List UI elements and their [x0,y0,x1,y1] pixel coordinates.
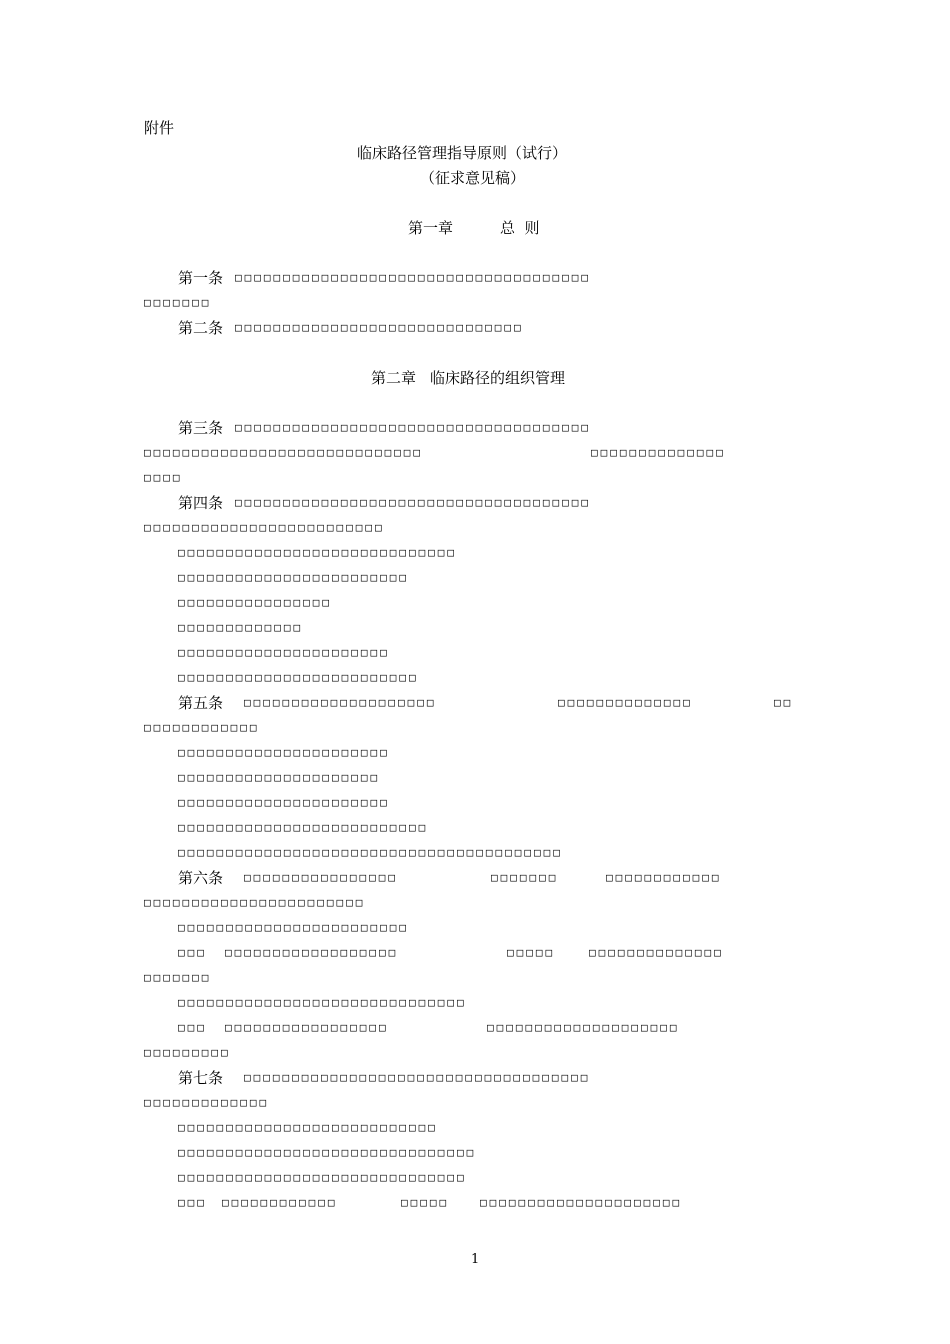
article-5-label: 第五条 [178,694,224,712]
text-line: □□□□□□□□□□□□□□□□□□□□□□□□□□□□□□ [235,321,524,334]
text-line: □□□□□□□□□□□□□□□□□□□□□□ [178,746,390,759]
article-7-label: 第七条 [178,1069,224,1087]
text-line: □□□□□□□□□□□□ [222,1196,338,1209]
text-line: □□□□□□□□□□□□□□□□□□□□□□ [178,646,390,659]
text-line: □□□□□□□□□□□□□ [178,621,304,634]
text-line: □□□□ [144,471,183,484]
text-line: □□□□□□□□□□□□□□□□□□□□□□□□□□□□□□□□□□□□□ [235,496,592,509]
page-subtitle: （征求意见稿） [420,169,526,187]
text-line: □□ [774,696,794,709]
text-line: □□□□□□□□□□□□□□□□□□□□□□□□□□□□□□ [178,996,467,1009]
text-line: □□□□□□□□□□□□ [144,721,260,734]
text-line: □□□□□□□ [144,971,212,984]
text-line: □□□ [178,1196,207,1209]
page-title: 临床路径管理指导原则（试行） [357,144,568,162]
text-line: □□□□□ [401,1196,450,1209]
text-line: □□□□□□□□□□□□□□□□□□□□□□□□□ [144,521,385,534]
text-line: □□□□□□□□□□□□□□□□□□□□□□□□ [178,571,409,584]
text-line: □□□□□□□□□□□□□□□□ [244,871,398,884]
text-line: □□□□□□□□□□□□□□□□□□□□□□□□□□□□□□□ [178,1146,477,1159]
text-line: □□□□□□□□□□□□□□□□□□□□□□□□□□□□□□□□□□□□□ [235,271,592,284]
text-line: □□□□□□□□□□□□□□□□□ [225,1021,389,1034]
chapter-2-label: 第二章 [371,369,417,387]
text-line: □□□□□□□□□□□□□□□□□□□□□□□□□□□□□ [144,446,424,459]
text-line: □□□□□□□□□□□□□□□□□□□□□□□□□□ [178,821,429,834]
text-line: □□□□□ [507,946,556,959]
article-2-label: 第二条 [178,319,224,337]
article-4-label: 第四条 [178,494,224,512]
text-line: □□□□□□□□□ [144,1046,231,1059]
text-line: □□□□□□□□□□□□□□□□□□□□□□□□□ [178,671,419,684]
text-line: □□□□□□□□□□□□□□□□□□□□□□□□□□□□□□□□□□□□ [244,1071,591,1084]
text-line: □□□□□□□□□□□□□□□□□□□□□□□□□□□□□□□□□□□□□□□□ [178,846,563,859]
page-number: 1 [471,1252,480,1267]
text-line: □□□□□□□□□□□□□□□□□□□□□ [480,1196,683,1209]
attachment-label: 附件 [144,119,175,137]
text-line: □□□□□□□□□□□□□□□□□□□□□□□□□□□□□ [178,546,458,559]
text-line: □□□□□□□□□□□□□ [144,1096,270,1109]
text-line: □□□□□□□□□□□□□□□□□□ [225,946,399,959]
text-line: □□□□□□□□□□□□□□ [591,446,726,459]
text-line: □□□□□□□□□□□□□□□□□□□□□□□□ [178,921,409,934]
text-line: □□□□□□□□□□□□□□ [558,696,693,709]
chapter-1-label: 第一章 [408,219,454,237]
text-line: □□□□□□□□□□□□□□ [589,946,724,959]
article-3-label: 第三条 [178,419,224,437]
text-line: □□□ [178,946,207,959]
text-line: □□□ [178,1021,207,1034]
article-6-label: 第六条 [178,869,224,887]
text-line: □□□□□□□□□□□□□□□□□□□□□□□□□□□□□□□□□□□□□ [235,421,592,434]
text-line: □□□□□□□□□□□□□□□□□□□□□□ [178,796,390,809]
text-line: □□□□□□□□□□□□□□□□□□□□□□□ [144,896,366,909]
chapter-1-name: 总 则 [500,219,540,237]
chapter-2-name: 临床路径的组织管理 [430,369,566,387]
text-line: □□□□□□□□□□□□□□□□□□□□□□□□□□□ [178,1121,438,1134]
text-line: □□□□□□□□□□□□□□□□□□□□□□□□□□□□□□ [178,1171,467,1184]
text-line: □□□□□□□□□□□□□□□□□□□□□ [178,771,381,784]
text-line: □□□□□□□ [491,871,559,884]
text-line: □□□□□□□□□□□□□□□□ [178,596,332,609]
text-line: □□□□□□□□□□□□□□□□□□□□ [244,696,437,709]
article-1-label: 第一条 [178,269,224,287]
text-line: □□□□□□□□□□□□ [606,871,722,884]
text-line: □□□□□□□ [144,296,212,309]
text-line: □□□□□□□□□□□□□□□□□□□□ [487,1021,680,1034]
